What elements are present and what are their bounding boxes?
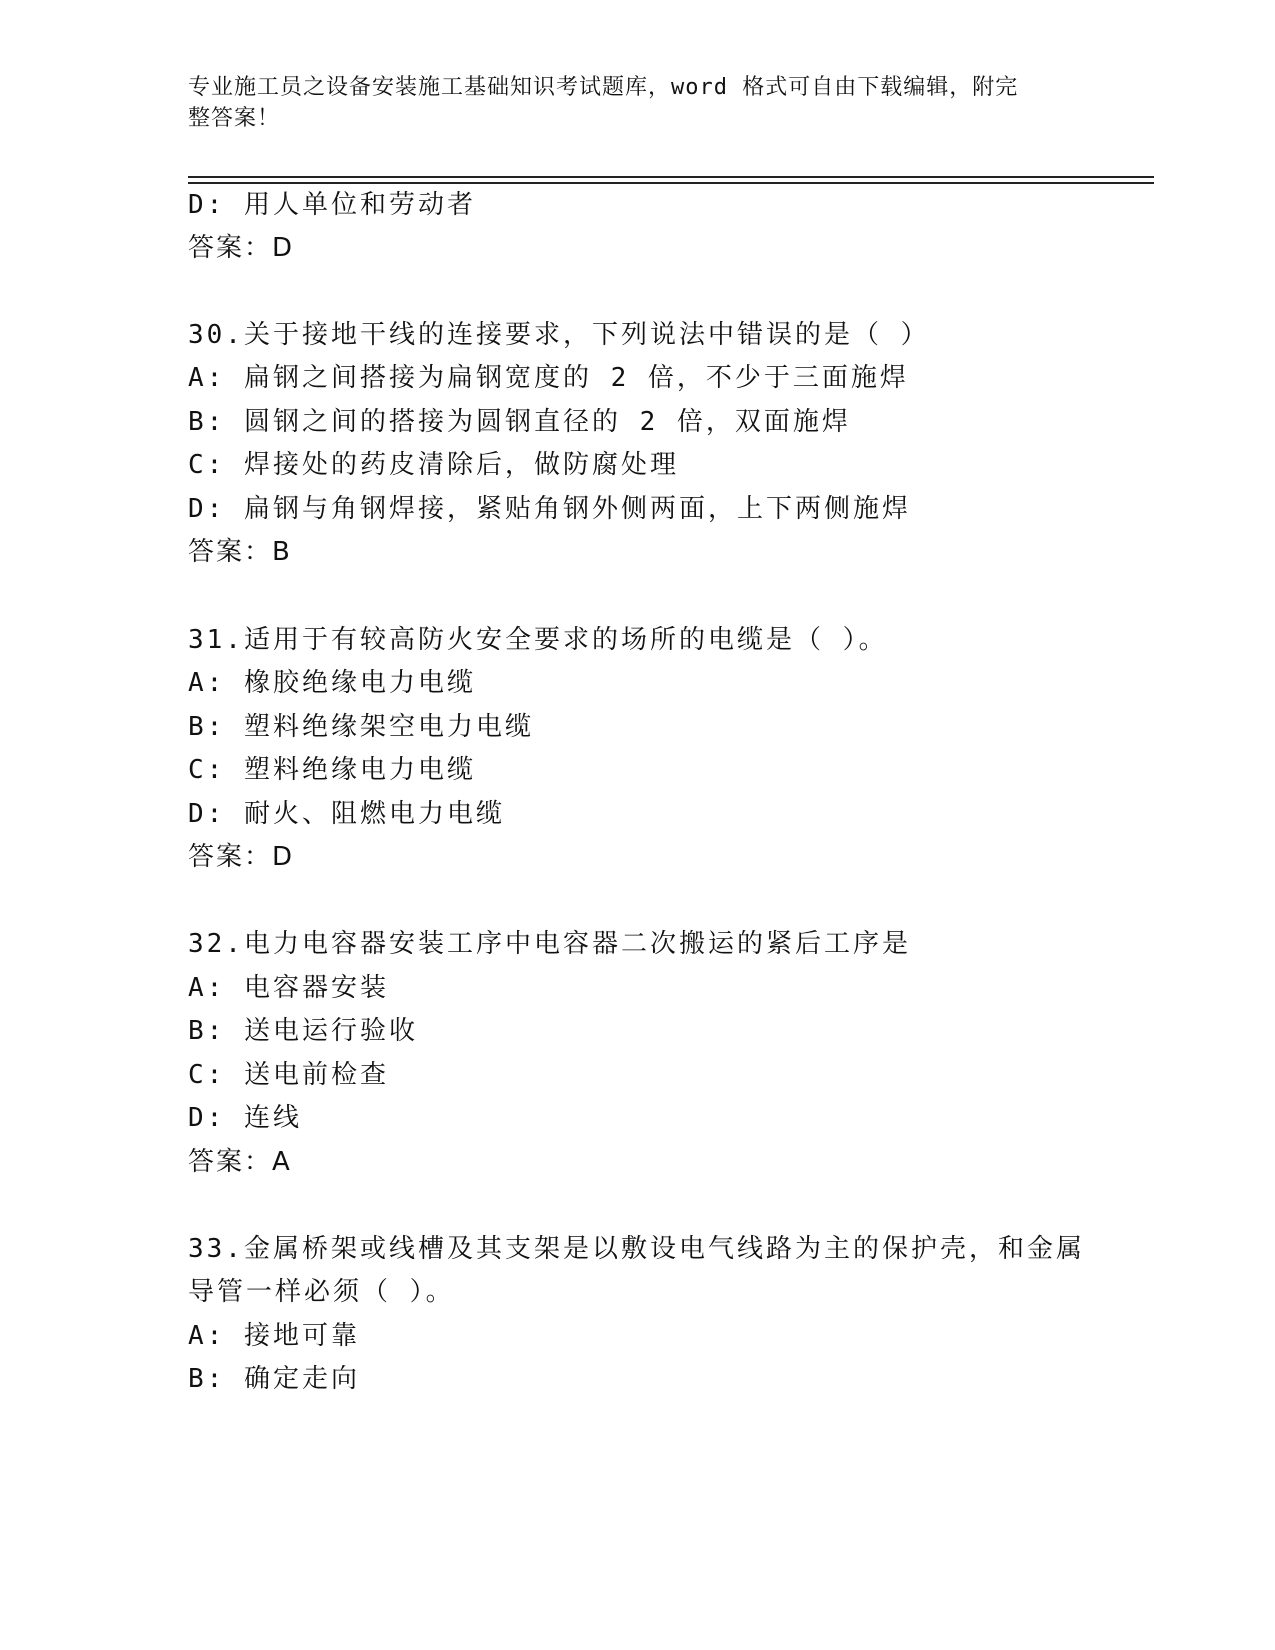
q32-option-a: A: 电容器安装 (188, 973, 389, 1003)
q30-answer: 答案：B (188, 537, 292, 567)
header-rule-bottom (188, 182, 1154, 184)
header-rule-top (188, 176, 1154, 178)
q30-option-b: B: 圆钢之间的搭接为圆钢直径的 2 倍，双面施焊 (188, 407, 851, 437)
q31-answer: 答案：D (188, 842, 295, 872)
q31-option-c: C: 塑料绝缘电力电缆 (188, 755, 476, 785)
prev-answer: 答案：D (188, 233, 295, 263)
q32-option-d: D: 连线 (188, 1103, 302, 1133)
q32-answer: 答案：A (188, 1147, 292, 1177)
q31-option-a: A: 橡胶绝缘电力电缆 (188, 668, 476, 698)
document-header (188, 72, 1068, 134)
q30-stem: 30.关于接地干线的连接要求，下列说法中错误的是（ ） (188, 320, 930, 350)
q33-option-b: B: 确定走向 (188, 1364, 360, 1394)
prev-option-d: D: 用人单位和劳动者 (188, 190, 476, 220)
q30-option-c: C: 焊接处的药皮清除后，做防腐处理 (188, 450, 679, 480)
q33-stem-line-1: 33.金属桥架或线槽及其支架是以敷设电气线路为主的保护壳，和金属 (188, 1234, 1085, 1264)
q31-option-d: D: 耐火、阻燃电力电缆 (188, 799, 505, 829)
q31-option-b: B: 塑料绝缘架空电力电缆 (188, 712, 534, 742)
q32-option-c: C: 送电前检查 (188, 1060, 389, 1090)
header-line-2: 整答案！ (188, 106, 281, 131)
q30-option-d: D: 扁钢与角钢焊接，紧贴角钢外侧两面，上下两侧施焊 (188, 494, 911, 524)
q30-option-a: A: 扁钢之间搭接为扁钢宽度的 2 倍，不少于三面施焊 (188, 363, 909, 393)
q33-option-a: A: 接地可靠 (188, 1321, 360, 1351)
q32-option-b: B: 送电运行验收 (188, 1016, 418, 1046)
q33-stem-line-2: 导管一样必须（ ）。 (188, 1277, 455, 1307)
header-line-1: 专业施工员之设备安装施工基础知识考试题库，word 格式可自由下载编辑，附完 (188, 75, 1019, 100)
q32-stem: 32.电力电容器安装工序中电容器二次搬运的紧后工序是 (188, 929, 911, 959)
q31-stem: 31.适用于有较高防火安全要求的场所的电缆是（ ）。 (188, 625, 888, 655)
